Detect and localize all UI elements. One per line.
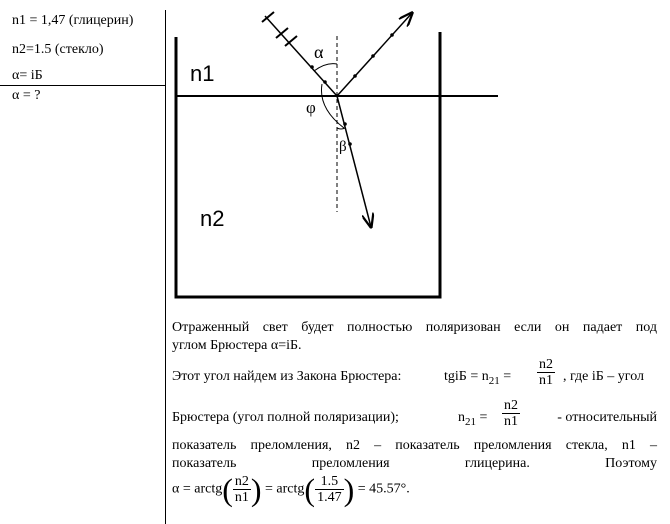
reflected-ray: [337, 13, 412, 96]
brewster-eq: =: [503, 369, 512, 384]
final-num1: n2: [234, 474, 249, 489]
find-alpha: α = ?: [12, 88, 41, 103]
given-n2: n2=1.5 (стекло): [12, 42, 104, 57]
solution-line-3c: , где iБ – угол: [563, 369, 645, 384]
solution-line-5: показатель преломления, n2 – показатель преломления стекла, n1 –: [172, 438, 657, 453]
solution-line-4c: - относительный: [557, 410, 657, 425]
final-alpha: α = arctg: [172, 481, 223, 497]
relative-fraction: [502, 398, 520, 429]
label-phi: φ: [306, 98, 316, 117]
label-n2: n2: [200, 206, 225, 231]
relative-eq: =: [479, 410, 488, 425]
solution-line-3a: Этот угол найдем из Закона Брюстера:: [172, 369, 402, 384]
refracted-ray: [337, 96, 371, 227]
brewster-fraction: [537, 357, 555, 388]
relative-sub: 21: [465, 416, 476, 428]
final-num2: 1.5: [315, 474, 344, 490]
beta-arc: [337, 128, 345, 129]
brewster-num: n2: [539, 357, 553, 372]
label-alpha: α: [314, 42, 324, 62]
solution-line-2: углом Брюстера α=iБ.: [172, 338, 302, 353]
relative-den: n1: [504, 414, 518, 429]
solution-line-4a: Брюстера (угол полной поляризации);: [172, 410, 399, 425]
given-condition: α= iБ: [12, 68, 43, 83]
solution-line-1: Отраженный свет будет полностью поляризован если он падает под: [172, 320, 657, 335]
final-den2: 1.47: [317, 490, 342, 505]
brewster-den: n1: [539, 373, 553, 388]
final-result: = 45.57°.: [357, 481, 410, 497]
incident-ray: [265, 16, 337, 96]
final-formula: α = arctg( $\frac{n2}{n1}$ ) = arctg( $\frac{1.5}{1.47}$ ) = 45.57°.: [172, 471, 410, 508]
relative-index-lhs: [458, 410, 487, 430]
relative-n: n: [458, 410, 465, 425]
final-eq: = arctg: [265, 481, 305, 497]
vessel: [176, 32, 440, 297]
brewster-law-lhs: [444, 369, 511, 389]
brewster-sub: 21: [488, 375, 500, 387]
label-n1: n1: [190, 61, 215, 86]
label-beta: β: [339, 139, 347, 155]
alpha-arc: [314, 64, 337, 71]
brewster-tg: tgiБ = n: [444, 369, 489, 384]
relative-num: n2: [504, 398, 518, 413]
given-n1: n1 = 1,47 (глицерин): [12, 13, 134, 28]
final-den1: n1: [234, 490, 249, 505]
solution-line-6: показатель преломления глицерина. Поэтому: [172, 456, 657, 471]
